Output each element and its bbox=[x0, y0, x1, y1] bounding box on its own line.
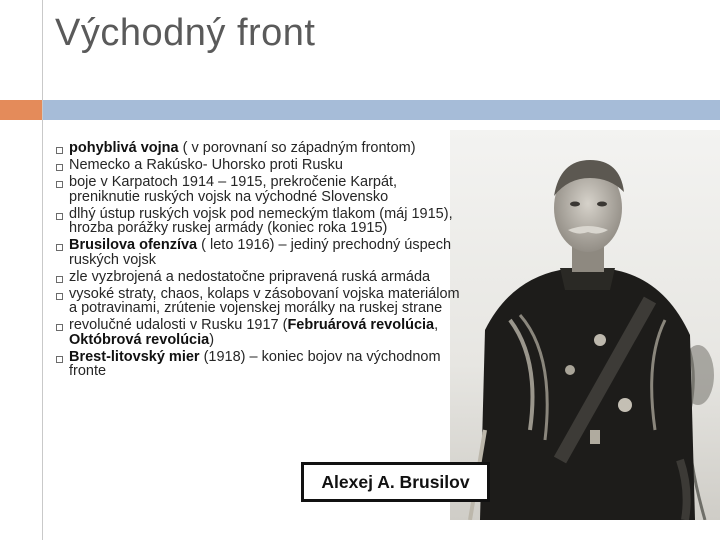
bullet-bold-text: Brusilova ofenzíva bbox=[69, 237, 198, 253]
accent-bar-blue bbox=[43, 100, 720, 120]
slide-title: Východný front bbox=[55, 12, 316, 54]
list-item bbox=[0, 158, 470, 173]
hollow-square-bullet-icon bbox=[56, 181, 63, 188]
accent-bar-orange bbox=[0, 100, 42, 120]
bullet-text: , bbox=[434, 317, 439, 333]
list-item bbox=[0, 141, 470, 156]
bullet-text: ( v porovnaní so západným frontom) bbox=[178, 140, 416, 156]
bullet-list bbox=[0, 141, 470, 381]
hollow-square-bullet-icon bbox=[56, 164, 63, 171]
list-item bbox=[0, 287, 470, 316]
hollow-square-bullet-icon bbox=[56, 293, 63, 300]
list-item bbox=[0, 207, 470, 236]
bullet-text: zle vyzbrojená a nedostatočne pripravená ruská armáda bbox=[69, 268, 431, 285]
bullet-bold-text: Brest-litovský mier bbox=[69, 348, 200, 365]
bullet-bold-text: Októbrová revolúcia bbox=[69, 331, 210, 348]
bullet-bold-text: pohyblivá vojna bbox=[69, 140, 179, 156]
bullet-text: vysoké straty, chaos, kolaps v zásobovaní vojska materiálom a potravinami, zrútenie vojenskej morálky na ruskej strane bbox=[69, 285, 460, 316]
list-item bbox=[0, 270, 470, 285]
hollow-square-bullet-icon bbox=[56, 147, 63, 154]
bullet-text: ( leto 1916) – jediný prechodný úspech ruských vojsk bbox=[69, 237, 452, 268]
list-item bbox=[0, 238, 470, 267]
photo-caption: Alexej A. Brusilov bbox=[301, 462, 490, 502]
hollow-square-bullet-icon bbox=[56, 276, 63, 283]
hollow-square-bullet-icon bbox=[56, 244, 63, 251]
bullet-text: (1918) – koniec bojov na východnom fronte bbox=[69, 348, 441, 379]
bullet-bold-text: Februárová revolúcia bbox=[287, 317, 435, 333]
bullet-text: dlhý ústup ruských vojsk pod nemeckým tlakom (máj 1915), hrozba porážky ruskej armády (koniec roka 1915) bbox=[69, 205, 453, 236]
portrait-photo bbox=[450, 130, 720, 520]
bullet-text: boje v Karpatoch 1914 – 1915, prekročenie Karpát, preniknutie ruských vojsk na východné Slovensko bbox=[69, 174, 398, 205]
bullet-text: ) bbox=[209, 331, 215, 348]
hollow-square-bullet-icon bbox=[56, 324, 63, 331]
list-item bbox=[0, 318, 470, 347]
list-item bbox=[0, 350, 470, 379]
hollow-square-bullet-icon bbox=[56, 213, 63, 220]
list-item bbox=[0, 175, 470, 204]
bullet-text: Nemecko a Rakúsko- Uhorsko proti Rusku bbox=[69, 157, 343, 173]
bullet-text: revolučné udalosti v Rusku 1917 ( bbox=[69, 317, 288, 333]
hollow-square-bullet-icon bbox=[56, 356, 63, 363]
